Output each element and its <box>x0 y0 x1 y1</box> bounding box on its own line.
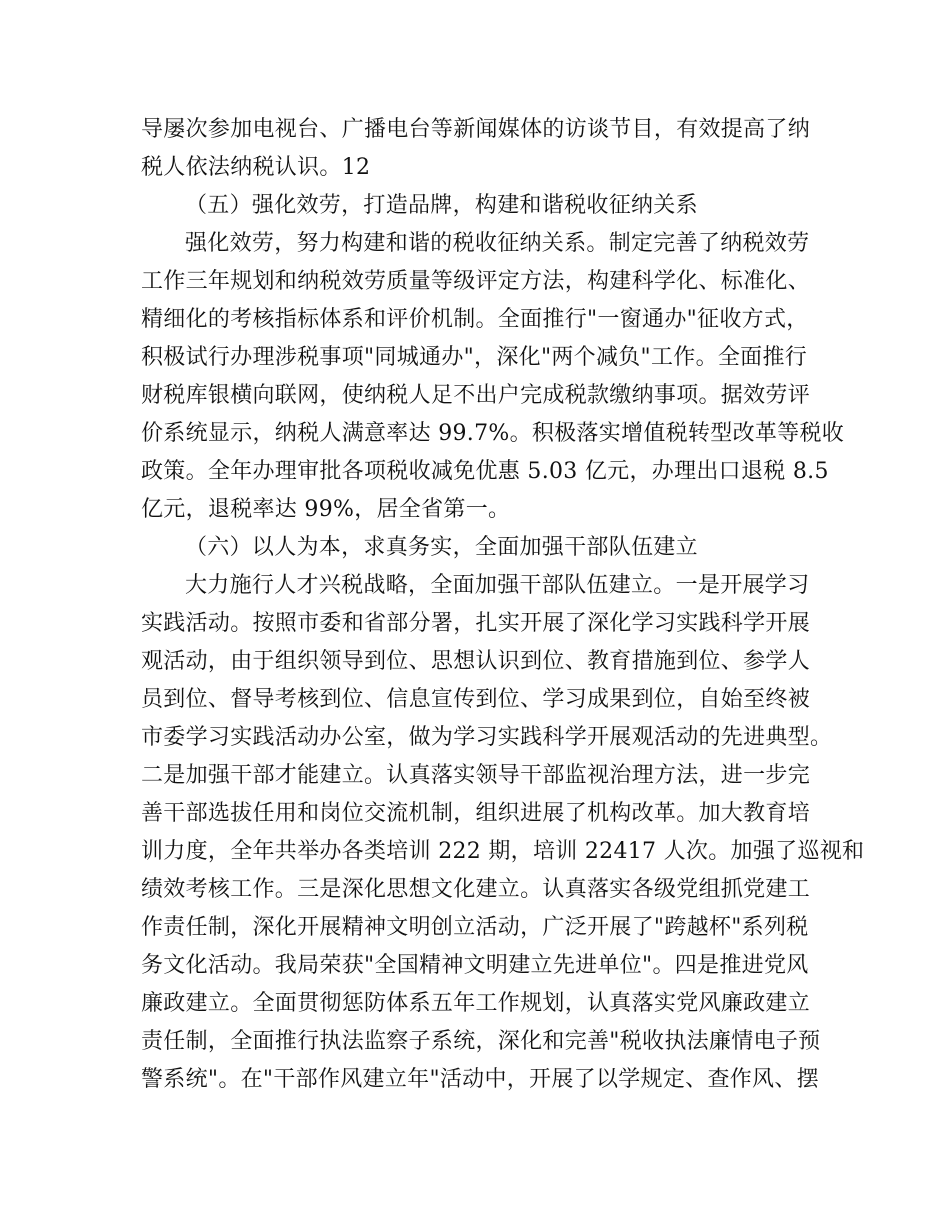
section-heading: （五）强化效劳，打造品牌，构建和谐税收征纳关系 <box>185 193 698 218</box>
body-text-line: 观活动，由于组织领导到位、思想认识到位、教育措施到位、参学人 <box>141 649 811 674</box>
body-text-line: 员到位、督导考核到位、信息宣传到位、学习成果到位，自始至终被 <box>141 687 811 712</box>
body-text-line: 绩效考核工作。三是深化思想文化建立。认真落实各级党组抓党建工 <box>141 877 811 902</box>
body-text-line: 市委学习实践活动办公室，做为学习实践科学开展观活动的先进典型。 <box>141 725 833 750</box>
body-text-line: 工作三年规划和纳税效劳质量等级评定方法，构建科学化、标准化、 <box>141 269 811 294</box>
paragraph-first-line: 强化效劳，努力构建和谐的税收征纳关系。制定完善了纳税效劳 <box>185 231 810 256</box>
body-text-line: 实践活动。按照市委和省部分署，扎实开展了深化学习实践科学开展 <box>141 611 811 636</box>
body-text-line: 作责任制，深化开展精神文明创立活动，广泛开展了"跨越杯"系列税 <box>141 915 809 940</box>
body-text-line: 二是加强干部才能建立。认真落实领导干部监视治理方法，进一步完 <box>141 763 811 788</box>
paragraph-first-line: 大力施行人才兴税战略，全面加强干部队伍建立。一是开展学习 <box>185 573 810 598</box>
body-text-line: 廉政建立。全面贯彻惩防体系五年工作规划，认真落实党风廉政建立 <box>141 991 811 1016</box>
body-text-line: 积极试行办理涉税事项"同城通办"，深化"两个减负"工作。全面推行 <box>141 345 808 370</box>
section-heading: （六）以人为本，求真务实，全面加强干部队伍建立 <box>185 535 698 560</box>
body-text-line: 税人依法纳税认识。12 <box>141 155 371 180</box>
body-text-line: 训力度，全年共举办各类培训 222 期，培训 22417 人次。加强了巡视和 <box>141 839 865 864</box>
body-text-line: 精细化的考核指标体系和评价机制。全面推行"一窗通办"征收方式， <box>141 307 809 332</box>
body-text-line: 责任制，全面推行执法监察子系统，深化和完善"税收执法廉情电子预 <box>141 1029 821 1054</box>
body-text-line: 亿元，退税率达 99%，居全省第一。 <box>141 497 511 522</box>
body-text-line: 价系统显示，纳税人满意率达 99.7%。积极落实增值税转型改革等税收 <box>141 421 845 446</box>
body-text-line: 警系统"。在"干部作风建立年"活动中，开展了以学规定、查作风、摆 <box>141 1067 819 1092</box>
body-text-line: 政策。全年办理审批各项税收减免优惠 5.03 亿元，办理出口退税 8.5 <box>141 459 829 484</box>
body-text-line: 导屡次参加电视台、广播电台等新闻媒体的访谈节目，有效提高了纳 <box>141 117 811 142</box>
body-text-line: 务文化活动。我局荣获"全国精神文明建立先进单位"。四是推进党风 <box>141 953 809 978</box>
body-text-line: 财税库银横向联网，使纳税人足不出户完成税款缴纳事项。据效劳评 <box>141 383 811 408</box>
body-text-line: 善干部选拔任用和岗位交流机制，组织进展了机构改革。加大教育培 <box>141 801 811 826</box>
